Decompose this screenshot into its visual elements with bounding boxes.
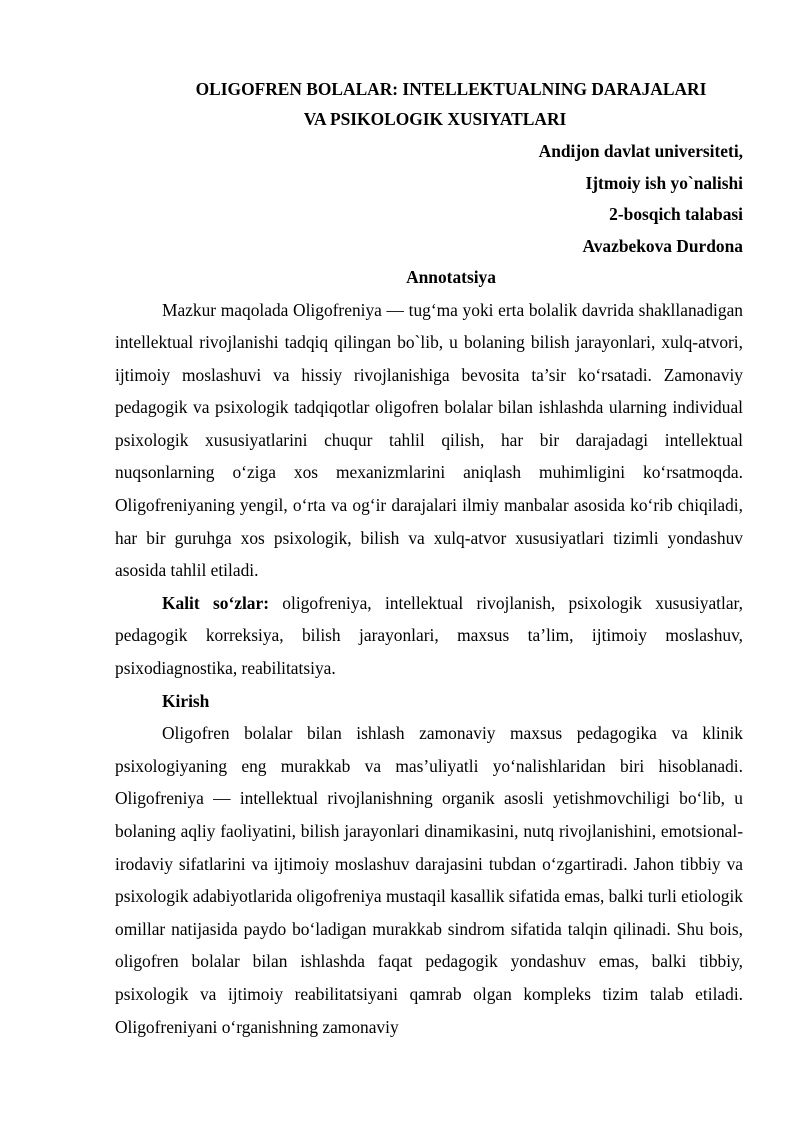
keywords-label: Kalit so‘zlar:: [162, 592, 269, 613]
keywords-text: oligofreniya, intellektual rivojlanish, psixologik xususiyatlar, pedagogik korreksiya, bilish jarayonlari, maxsus ta’lim, ijtimoiy moslashuv, psixodiagnostika, reabilitatsiya.: [115, 592, 743, 679]
annotation-paragraph: Mazkur maqolada Oligofreniya — tug‘ma yoki erta bolalik davrida shakllanadigan intellektual rivojlanishi tadqiq qilingan bo`lib, u bolaning bilish jarayonlari, xulq-atvori, ijtimoiy moslashuvi va hissiy rivojlanishiga bevosita ta’sir ko‘rsatadi. Zamonaviy pedagogik va psixologik tadqiqotlar oligofren bolalar bilan ishlashda ularning individual psixologik xususiyatlarini chuqur tahlil qilish, har bir darajadagi intellektual nuqsonlarning o‘ziga xos mexanizmlarini aniqlash muhimligini ko‘rsatmoqda. Oligofreniyaning yengil, o‘rta va og‘ir darajalari ilmiy manbalar asosida ko‘rib chiqiladi, har bir guruhga xos psixologik, bilish va xulq-atvor xususiyatlari tizimli yondashuv asosida tahlil etiladi.: [115, 299, 743, 581]
author-info: [115, 136, 743, 262]
document-page: [115, 74, 743, 1043]
title-line-1: OLIGOFREN BOLALAR: INTELLEKTUALNING DARAJALARI: [195, 79, 707, 99]
author-university: Andijon davlat universiteti,: [538, 141, 743, 161]
introduction-paragraph: Oligofren bolalar bilan ishlash zamonaviy maxsus pedagogika va klinik psixologiyaning eng murakkab va mas’uliyatli yo‘nalishlaridan biri hisoblanadi. Oligofreniya — intellektual rivojlanishning organik asosli yetishmovchiligi bo‘lib, u bolaning aqliy faoliyatini, bilish jarayonlari dinamikasini, nutq rivojlanishini, emotsional-irodaviy sifatlarini va ijtimoiy moslashuv darajasini tubdan o‘zgartiradi. Jahon tibbiy va psixologik adabiyotlarida oligofreniya mustaqil kasallik sifatida emas, balki turli etiologik omillar natijasida paydo bo‘ladigan murakkab sindrom sifatida talqin qilinadi. Shu bois, oligofren bolalar bilan ishlashda faqat pedagogik yondashuv emas, balki tibbiy, psixologik va ijtimoiy reabilitatsiyani qamrab olgan kompleks tizim talab etiladi. Oligofreniyani o‘rganishning zamonaviy: [115, 723, 743, 1037]
author-level: 2-bosqich talabasi: [609, 204, 743, 224]
author-department: Ijtmoiy ish yo`nalishi: [585, 172, 743, 193]
article-title: [115, 74, 743, 134]
author-name: Avazbekova Durdona: [582, 235, 743, 256]
introduction-heading: Kirish: [162, 690, 210, 711]
keywords-paragraph: [115, 587, 743, 685]
title-line-2: VA PSIKOLOGIK XUSIYATLARI: [303, 109, 567, 129]
annotation-heading: Annotatsiya: [406, 267, 496, 287]
